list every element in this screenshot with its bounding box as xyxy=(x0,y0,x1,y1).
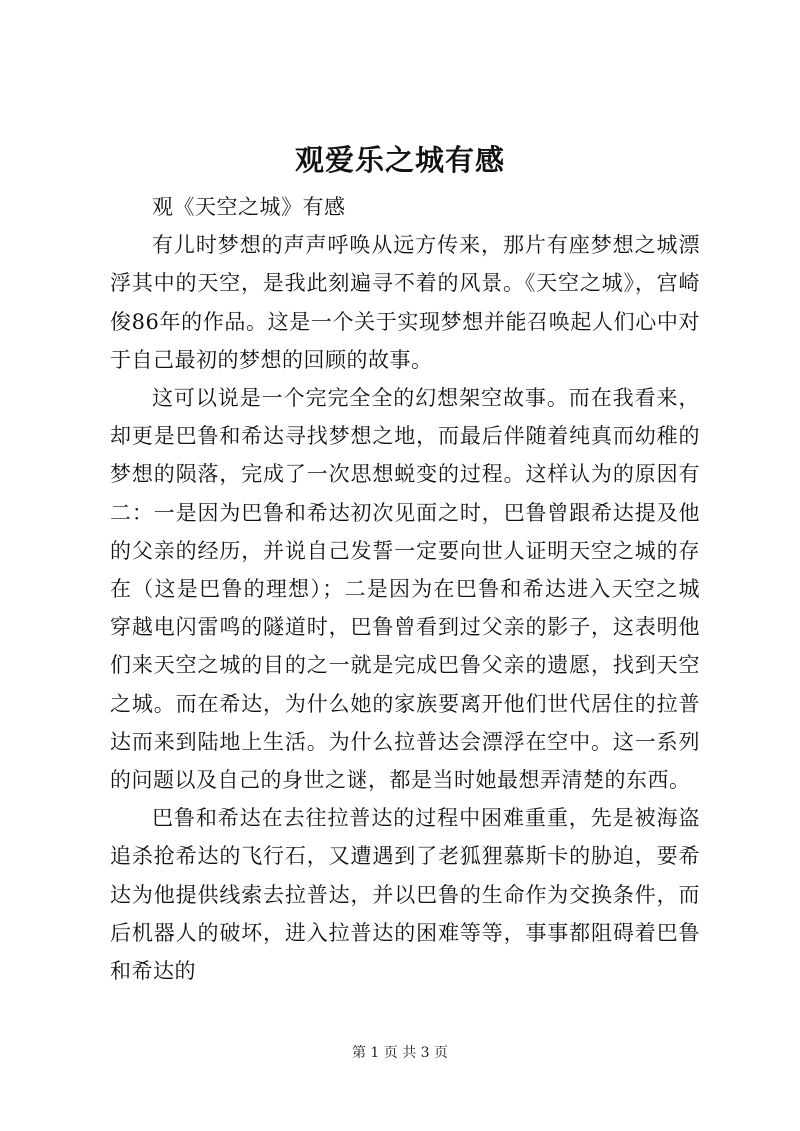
paragraph: 巴鲁和希达在去往拉普达的过程中困难重重，先是被海盗追杀抢希达的飞行石，又遭遇到了老狐狸慕斯卡的胁迫，要希达为他提供线索去拉普达，并以巴鲁的生命作为交换条件，而后机器人的破坏，进入拉普达的困难等等，事事都阻碍着巴鲁和希达的 xyxy=(110,806,700,984)
page-number-footer: 第 1 页 共 3 页 xyxy=(351,1045,449,1061)
document-title: 观爱乐之城有感 xyxy=(294,143,505,177)
document-body xyxy=(110,188,700,990)
paragraph-subtitle: 观《天空之城》有感 xyxy=(152,195,346,219)
paragraph: 有儿时梦想的声声呼唤从远方传来，那片有座梦想之城漂浮其中的天空，是我此刻遍寻不着的风景。《天空之城》，宫崎俊86年的作品。这是一个关于实现梦想并能召唤起人们心中对于自己最初的梦想的回顾的故事。 xyxy=(110,233,700,372)
paragraph: 这可以说是一个完完全全的幻想架空故事。而在我看来，却更是巴鲁和希达寻找梦想之地，而最后伴随着纯真而幼稚的梦想的陨落，完成了一次思想蜕变的过程。这样认为的原因有二：一是因为巴鲁和希达初次见面之时，巴鲁曾跟希达提及他的父亲的经历，并说自己发誓一定要向世人证明天空之城的存在（这是巴鲁的理想）；二是因为在巴鲁和希达进入天空之城穿越电闪雷鸣的隧道时，巴鲁曾看到过父亲的影子，这表明他们来天空之城的目的之一就是完成巴鲁父亲的遗愿，找到天空之城。而在希达，为什么她的家族要离开他们世代居住的拉普达而来到陆地上生活。为什么拉普达会漂浮在空中。这一系列的问题以及自己的身世之谜，都是当时她最想弄清楚的东西。 xyxy=(110,386,700,793)
